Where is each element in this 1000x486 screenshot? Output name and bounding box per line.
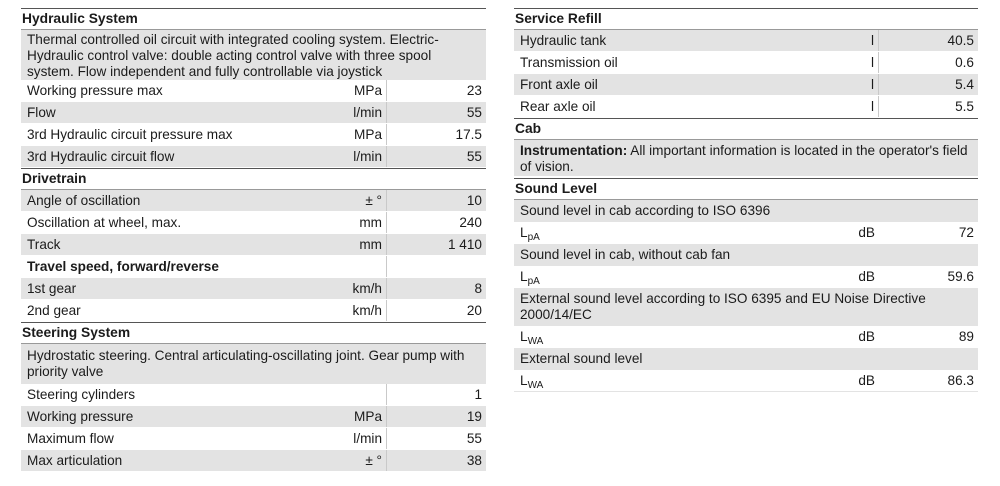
table-row bbox=[21, 384, 486, 406]
table-row bbox=[21, 406, 486, 428]
section-title-service-refill: Service Refill bbox=[514, 8, 978, 30]
table-row bbox=[21, 256, 486, 278]
sound-subscript: pA bbox=[527, 232, 540, 243]
instrumentation-text: All important information is located in the operator's field of vision. bbox=[520, 143, 968, 174]
row-label: Maximum flow bbox=[27, 431, 114, 446]
row-label: 1st gear bbox=[27, 281, 77, 296]
row-unit: mm bbox=[359, 215, 382, 230]
row-label: 3rd Hydraulic circuit flow bbox=[27, 149, 175, 164]
left-column bbox=[21, 8, 486, 472]
row-label: Transmission oil bbox=[520, 55, 618, 70]
row-unit: dB bbox=[858, 225, 875, 240]
row-value: 5.5 bbox=[878, 96, 978, 117]
table-row bbox=[21, 212, 486, 234]
table-row bbox=[21, 102, 486, 124]
row-value: 20 bbox=[386, 300, 486, 321]
row-unit: l bbox=[870, 33, 874, 48]
table-row bbox=[514, 52, 978, 74]
row-value: 55 bbox=[386, 102, 486, 123]
sound-subscript: pA bbox=[527, 276, 540, 287]
sound-group-heading: External sound level bbox=[514, 348, 978, 370]
row-unit: l bbox=[870, 99, 874, 114]
row-label: Max articulation bbox=[27, 453, 123, 468]
row-unit: mm bbox=[359, 237, 382, 252]
sound-group-heading: Sound level in cab according to ISO 6396 bbox=[514, 200, 978, 222]
row-unit: l/min bbox=[353, 431, 382, 446]
table-row bbox=[21, 278, 486, 300]
table-row bbox=[514, 370, 978, 392]
row-unit: MPa bbox=[354, 83, 382, 98]
row-label: Working pressure bbox=[27, 409, 134, 424]
row-unit bbox=[302, 256, 386, 277]
table-row bbox=[514, 222, 978, 244]
section-title-cab: Cab bbox=[514, 118, 978, 140]
sound-symbol: L bbox=[520, 225, 528, 240]
row-value: 17.5 bbox=[386, 124, 486, 145]
row-unit: dB bbox=[858, 329, 875, 344]
row-value: 1 410 bbox=[386, 234, 486, 255]
row-value bbox=[386, 256, 486, 277]
row-value: 19 bbox=[386, 406, 486, 427]
row-value: 23 bbox=[386, 80, 486, 101]
row-label: Angle of oscillation bbox=[27, 193, 141, 208]
row-value: 38 bbox=[386, 450, 486, 471]
row-label: Oscillation at wheel, max. bbox=[27, 215, 182, 230]
row-unit: MPa bbox=[354, 127, 382, 142]
cab-instrumentation bbox=[514, 140, 978, 176]
table-row bbox=[21, 428, 486, 450]
sound-group-heading: Sound level in cab, without cab fan bbox=[514, 244, 978, 266]
table-row bbox=[514, 96, 978, 118]
steering-description: Hydrostatic steering. Central articulating-oscillating joint. Gear pump with priority valve bbox=[21, 344, 486, 384]
row-label: Steering cylinders bbox=[27, 387, 136, 402]
table-row bbox=[21, 450, 486, 472]
instrumentation-label: Instrumentation: bbox=[520, 143, 628, 158]
sound-symbol: L bbox=[520, 373, 528, 388]
sound-subscript: WA bbox=[527, 380, 544, 391]
table-row bbox=[514, 326, 978, 348]
row-label: 3rd Hydraulic circuit pressure max bbox=[27, 127, 233, 142]
row-unit: l bbox=[870, 55, 874, 70]
table-row bbox=[21, 300, 486, 322]
row-value: 0.6 bbox=[878, 52, 978, 73]
table-row bbox=[21, 146, 486, 168]
row-label bbox=[514, 370, 815, 391]
row-label: 2nd gear bbox=[27, 303, 81, 318]
row-unit: l/min bbox=[353, 105, 382, 120]
row-unit: ± ° bbox=[365, 193, 382, 208]
section-title-sound-level: Sound Level bbox=[514, 178, 978, 200]
table-row bbox=[514, 30, 978, 52]
row-value: 89 bbox=[958, 329, 974, 344]
sound-symbol: L bbox=[520, 329, 528, 344]
row-unit: dB bbox=[858, 373, 875, 388]
row-label: Front axle oil bbox=[520, 77, 598, 92]
right-column bbox=[514, 8, 978, 392]
sound-subscript: WA bbox=[527, 336, 544, 347]
row-unit: l/min bbox=[353, 149, 382, 164]
sound-group-heading: External sound level according to ISO 6395 and EU Noise Directive 2000/14/EC bbox=[514, 288, 978, 326]
table-row bbox=[21, 80, 486, 102]
row-label: Flow bbox=[27, 105, 56, 120]
row-label bbox=[514, 222, 815, 243]
row-label bbox=[514, 326, 815, 347]
section-title-drivetrain: Drivetrain bbox=[21, 168, 486, 190]
row-unit: km/h bbox=[352, 281, 382, 296]
row-value: 240 bbox=[386, 212, 486, 233]
hydraulic-description: Thermal controlled oil circuit with integrated cooling system. Electric-Hydraulic control valve: double acting control valve with three spool system. Flow independent and fully controllable via joystick bbox=[21, 30, 486, 80]
row-unit: MPa bbox=[354, 409, 382, 424]
table-row bbox=[21, 124, 486, 146]
row-value: 72 bbox=[958, 225, 974, 240]
row-value: 10 bbox=[386, 190, 486, 211]
row-value: 55 bbox=[386, 146, 486, 167]
row-value: 55 bbox=[386, 428, 486, 449]
row-value: 8 bbox=[386, 278, 486, 299]
row-unit bbox=[302, 384, 386, 405]
row-label bbox=[514, 266, 815, 287]
table-row bbox=[514, 74, 978, 96]
table-row bbox=[21, 234, 486, 256]
row-unit: km/h bbox=[352, 303, 382, 318]
row-label: Track bbox=[27, 237, 61, 252]
section-title-steering: Steering System bbox=[21, 322, 486, 344]
row-label: Hydraulic tank bbox=[520, 33, 607, 48]
row-value: 40.5 bbox=[878, 30, 978, 51]
table-row bbox=[21, 190, 486, 212]
sound-symbol: L bbox=[520, 269, 528, 284]
travel-speed-subheading: Travel speed, forward/reverse bbox=[27, 259, 219, 274]
section-title-hydraulic: Hydraulic System bbox=[21, 8, 486, 30]
row-value: 59.6 bbox=[947, 269, 974, 284]
table-row bbox=[514, 266, 978, 288]
row-unit: l bbox=[870, 77, 874, 92]
row-value: 1 bbox=[386, 384, 486, 405]
row-value: 86.3 bbox=[947, 373, 974, 388]
row-unit: ± ° bbox=[365, 453, 382, 468]
row-unit: dB bbox=[858, 269, 875, 284]
row-label: Rear axle oil bbox=[520, 99, 596, 114]
row-value: 5.4 bbox=[878, 74, 978, 95]
row-label: Working pressure max bbox=[27, 83, 163, 98]
